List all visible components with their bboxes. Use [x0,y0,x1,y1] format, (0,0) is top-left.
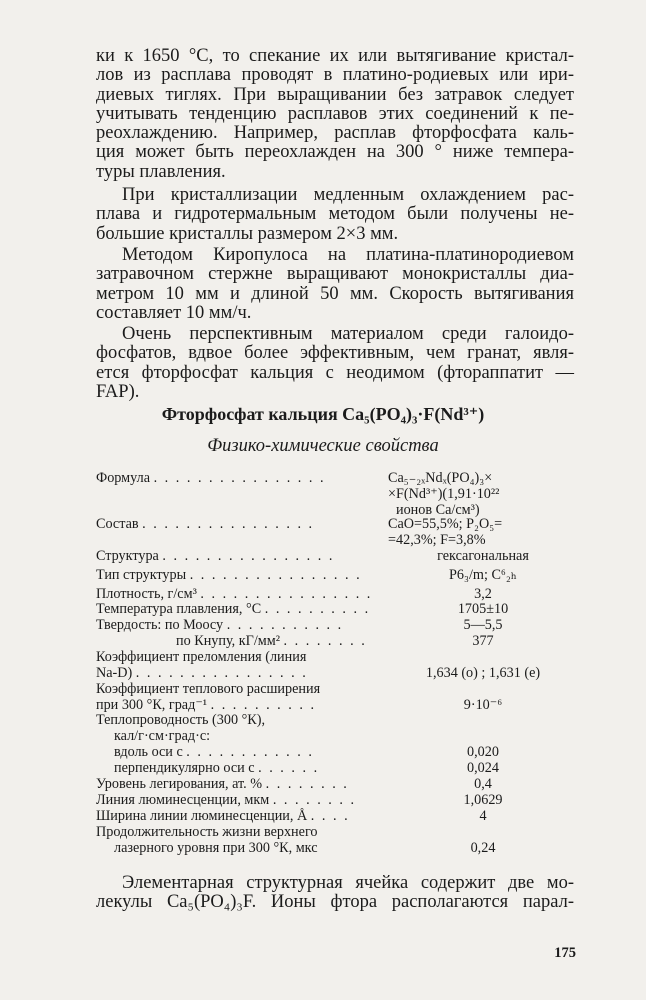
property-label: Теплопроводность (300 °К), кал/г·см·град·с: [96,712,265,744]
property-label: Твердость: по Моосу . . . . . . . . . . . [96,617,344,633]
section-title: Фторфосфат кальция Ca₅(PO₄)₃·F(Nd³⁺) [161,404,485,424]
property-value: 4 [479,808,487,824]
property-label: перпендикулярно оси c . . . . . . [114,760,320,776]
text-line: большие кристаллы размером 2×3 мм. [96,223,399,244]
text-line: метром 10 мм и длиной 50 мм. Скорость вытягивания [96,283,574,304]
section-subtitle: Физико-химические свойства [207,436,439,456]
text-line: ки к 1650 °С, то спекание их или вытягивание кристал- [96,46,574,66]
text-line: диевых тиглях. При выращивании без затравок следует [96,84,574,105]
intro-paragraph [96,47,574,182]
property-value: 0,020 [467,744,499,760]
property-value: 0,24 [470,840,496,856]
property-label: Температура плавления, °С . . . . . . . . . . [96,601,371,617]
kyropoulos-paragraph [96,246,574,323]
text-line: ция может быть переохлажден на 300 ° ниже темпера- [96,142,574,163]
text-line: реохлаждению. Например, расплав фторфосфата каль- [96,123,574,144]
page-number: 175 [554,945,576,961]
property-label: вдоль оси c . . . . . . . . . . . . [114,744,314,760]
property-value: 5—5,5 [463,617,503,633]
property-value: 0,4 [474,776,492,792]
text-line: ется фторфосфат кальция с неодимом (фтораппатит — [96,362,574,383]
property-label: Коэффициент теплового расширения при 300 °К, град⁻¹ . . . . . . . . . . [96,681,321,713]
property-label: Коэффициент преломления (линия Na-D) . . . . . . . . . . . . . . . . [96,649,308,681]
text-line: фосфатов, вдвое более эффективным, чем гранат, явля- [96,343,574,364]
text-line: Методом Киропулоса на платина-платинородиевом [122,245,574,265]
property-label: Плотность, г/см³ . . . . . . . . . . . . . . . . [96,586,373,602]
property-label: Продолжительность жизни верхнего лазерного уровня при 300 °К, мкс [96,824,318,856]
property-label: по Кнупу, кГ/мм² . . . . . . . . [176,633,367,649]
text-line: Очень перспективным материалом среди галоидо- [122,324,574,344]
text-line: Элементарная структурная ячейка содержит две мо- [122,873,574,893]
property-value: 1705±10 [457,601,509,617]
property-value: 377 [472,633,494,649]
property-value: 1,0629 [463,792,503,808]
property-value: 9·10⁻⁶ [463,697,503,713]
property-label: Формула . . . . . . . . . . . . . . . . [96,470,326,486]
text-line: учитывать тенденцию расплавов этих соединений к пе- [96,103,574,124]
property-value: CaO=55,5%; P₂O₅= =42,3%; F=3,8% [388,516,503,548]
text-line: лекулы Ca₅(PO₄)₃F. Ионы фтора располагаются парал- [96,892,574,913]
text-line: затравочном стержне выращивают монокристаллы диа- [96,264,574,285]
property-value: 0,024 [467,760,499,776]
property-value: 3,2 [474,586,492,602]
text-line: FAP). [96,381,140,402]
text-line: составляет 10 мм/ч. [96,302,252,323]
property-value: гексагональная [437,548,529,564]
text-line: туры плавления. [96,161,226,182]
property-label: Состав . . . . . . . . . . . . . . . . [96,516,315,532]
property-label: Структура . . . . . . . . . . . . . . . . [96,548,335,564]
text-line: плава и гидротермальным методом были получены не- [96,204,574,225]
text-line: лов из расплава проводят в платино-родиевых или ири- [96,65,574,86]
property-label: Линия люминесценции, мкм . . . . . . . . [96,792,357,808]
property-label: Ширина линии люминесценции, Å . . . . [96,808,350,824]
property-value: P6₃/m; C⁶₂ₕ [449,567,517,583]
property-value: Ca₅₋₂ₓNdₓ(PO₄)₃× ×F(Nd³⁺)(1,91·10²² ионов Ca/см³) [388,470,500,518]
property-label: Тип структуры . . . . . . . . . . . . . . . . [96,567,362,583]
fap-paragraph [96,325,574,402]
property-label: Уровень легирования, ат. % . . . . . . . . [96,776,349,792]
outro-paragraph [96,874,574,913]
crystallization-paragraph [96,186,574,244]
property-value: 1,634 (o) ; 1,631 (e) [425,665,541,681]
text-line: При кристаллизации медленным охлаждением рас- [122,185,574,205]
